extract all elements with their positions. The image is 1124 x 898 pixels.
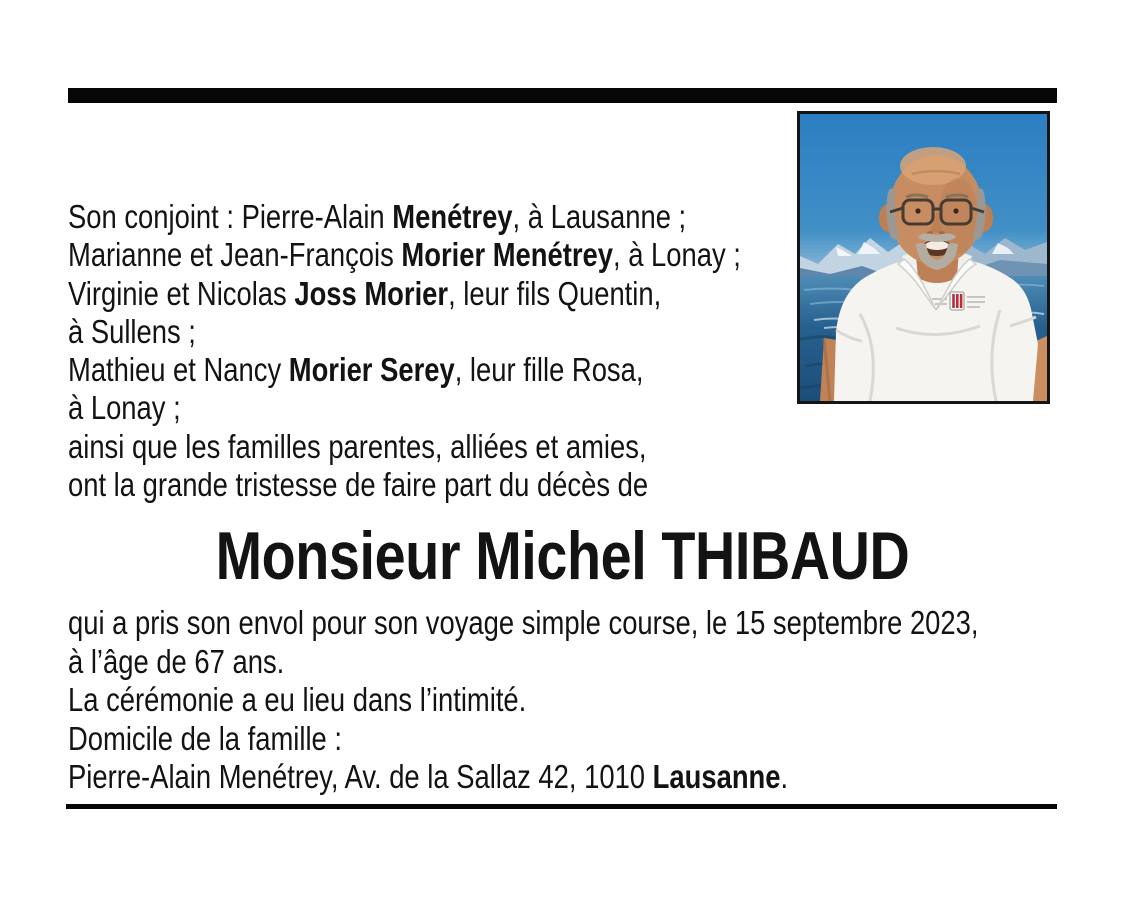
bottom-rule [66, 804, 1057, 809]
top-rule [68, 88, 1057, 103]
family-line: Virginie et Nicolas Joss Morier, leur fils Quentin, [68, 274, 662, 312]
detail-line: Domicile de la famille : [68, 719, 343, 757]
family-paragraph [68, 198, 981, 504]
family-line: à Lonay ; [68, 389, 181, 427]
family-line: Son conjoint : Pierre-Alain Menétrey, à Lausanne ; [68, 198, 687, 235]
family-line: Marianne et Jean-François Morier Menétrey, à Lonay ; [68, 236, 741, 274]
family-line: ainsi que les familles parentes, alliées et amies, [68, 427, 647, 465]
detail-line: Pierre-Alain Menétrey, Av. de la Sallaz 42, 1010 Lausanne. [68, 758, 789, 795]
detail-line: à l’âge de 67 ans. [68, 642, 285, 680]
deceased-name-title: Monsieur Michel THIBAUD [215, 518, 910, 594]
family-line: Mathieu et Nancy Morier Serey, leur fille Rosa, [68, 351, 644, 389]
detail-line: La cérémonie a eu lieu dans l’intimité. [68, 681, 527, 718]
family-line: ont la grande tristesse de faire part du décès de [68, 466, 649, 504]
details-paragraph [68, 604, 981, 797]
detail-line: qui a pris son envol pour son voyage simple course, le 15 septembre 2023, [68, 604, 979, 641]
family-line: à Sullens ; [68, 312, 196, 350]
